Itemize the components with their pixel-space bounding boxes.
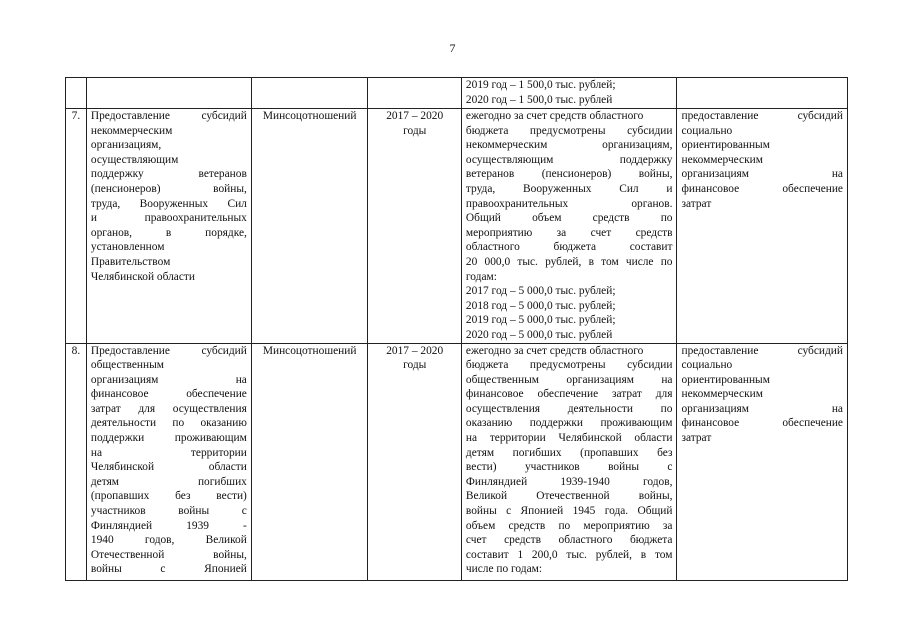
term-cell	[368, 78, 461, 109]
financing-line: Великой Отечественной войны,	[465, 490, 673, 503]
table-row	[66, 343, 848, 580]
financing-line: на территории Челябинской области	[465, 432, 673, 445]
financing-line: 20 000,0 тыс. рублей, в том числе по	[465, 255, 673, 268]
measure-name-line: 1940 годов, Великой	[90, 534, 247, 547]
financing-line: счет средств областного бюджета	[465, 534, 673, 547]
result-cell	[677, 78, 848, 109]
financing-line: ежегодно за счет средств областного	[465, 110, 644, 122]
measure-name-line: установленном	[90, 241, 165, 254]
financing-cell	[461, 109, 677, 344]
measure-name-line: (пропавших без вести)	[90, 490, 247, 503]
row-number: 8.	[66, 343, 87, 580]
measure-name-line: участников войны с	[90, 505, 247, 518]
financing-line: осуществляющим поддержку	[465, 153, 673, 166]
term-line: годы	[403, 359, 427, 372]
measure-name-line: общественным	[90, 359, 164, 372]
financing-line: мероприятию за счет средств	[465, 226, 673, 239]
result-line: организациям на	[681, 168, 843, 181]
term-cell	[368, 343, 461, 580]
measure-name-line: затрат для осуществления	[90, 402, 247, 415]
measure-name-line: Финляндией 1939 -	[90, 519, 247, 532]
financing-line: Финляндией 1939-1940 годов,	[465, 475, 673, 488]
financing-line: бюджета предусмотрены субсидии	[465, 124, 673, 137]
financing-line: вести) участников войны с	[465, 461, 673, 474]
measure-name-line: деятельности по оказанию	[90, 417, 247, 430]
executor-cell: Минсоцотношений	[251, 109, 368, 344]
measure-name-line: Челябинской области	[90, 270, 195, 283]
financing-line: составит 1 200,0 тыс. рублей, в том	[465, 548, 673, 561]
table-body	[66, 78, 848, 581]
measure-name-line: и правоохранительных	[90, 212, 247, 225]
financing-line: 2019 год – 5 000,0 тыс. рублей;	[465, 314, 616, 327]
financing-line: оказанию поддержки проживающим	[465, 417, 673, 430]
result-line: финансовое обеспечение	[681, 417, 843, 430]
financing-line: 2020 год – 1 500,0 тыс. рублей	[465, 93, 613, 106]
measure-name-line: Челябинской области	[90, 461, 247, 474]
measure-name-line: труда, Вооруженных Сил	[90, 197, 247, 210]
table-row	[66, 78, 848, 109]
measure-name-line: Предоставление субсидий	[90, 344, 247, 357]
result-line: ориентированным	[681, 373, 770, 386]
financing-cell	[461, 343, 677, 580]
table-row	[66, 109, 848, 344]
result-line: предоставление субсидий	[681, 344, 843, 357]
measure-name-line: Предоставление субсидий	[90, 110, 247, 122]
financing-line: 2017 год – 5 000,0 тыс. рублей;	[465, 285, 616, 298]
measure-name-line: детям погибших	[90, 475, 247, 488]
financing-line: некоммерческим организациям,	[465, 139, 673, 152]
measure-name-line: финансовое обеспечение	[90, 388, 247, 401]
measure-name-line: осуществляющим	[90, 153, 179, 166]
measure-name-line: Правительством	[90, 255, 171, 268]
financing-line: финансовое обеспечение затрат для	[465, 388, 673, 401]
measure-name-line: Отечественной войны,	[90, 548, 247, 561]
financing-line: бюджета предусмотрены субсидии	[465, 359, 673, 372]
financing-line: годам:	[465, 270, 497, 283]
result-line: затрат	[681, 197, 712, 210]
financing-line: 2020 год – 5 000,0 тыс. рублей	[465, 328, 613, 341]
result-line: социально	[681, 124, 733, 137]
financing-line: областного бюджета составит	[465, 241, 673, 254]
result-cell	[677, 109, 848, 344]
term-cell	[368, 109, 461, 344]
row-number: 7.	[66, 109, 87, 344]
result-line: финансовое обеспечение	[681, 182, 843, 195]
financing-line: числе по годам:	[465, 563, 543, 576]
measure-name-line: поддержки проживающим	[90, 432, 247, 445]
result-line: некоммерческим	[681, 153, 763, 166]
financing-line: детям погибших (пропавших без	[465, 446, 673, 459]
financing-line: общественным организациям на	[465, 373, 673, 386]
measure-name-line: (пенсионеров) войны,	[90, 182, 247, 195]
financing-line: осуществления деятельности по	[465, 402, 673, 415]
result-line: ориентированным	[681, 139, 770, 152]
result-line: затрат	[681, 432, 712, 445]
measure-name-line: войны с Японией	[90, 563, 247, 576]
measure-name-line: поддержку ветеранов	[90, 168, 247, 181]
measure-name-line: органов, в порядке,	[90, 226, 247, 239]
measures-table	[65, 77, 848, 581]
result-line: некоммерческим	[681, 388, 763, 401]
measure-name-line: на территории	[90, 446, 247, 459]
financing-line: ветеранов (пенсионеров) войны,	[465, 168, 673, 181]
measure-name-cell	[86, 109, 251, 344]
financing-line: правоохранительных органов.	[465, 197, 673, 210]
result-cell	[677, 343, 848, 580]
measure-name-cell	[86, 78, 251, 109]
financing-line: войны с Японией 1945 года. Общий	[465, 505, 673, 518]
page-number: 7	[449, 41, 456, 55]
financing-line: объем средств по мероприятию за	[465, 519, 673, 532]
measure-name-line: некоммерческим	[90, 124, 173, 137]
result-line: предоставление субсидий	[681, 110, 843, 122]
financing-line: 2019 год – 1 500,0 тыс. рублей;	[465, 79, 616, 91]
financing-line: труда, Вооруженных Сил и	[465, 182, 673, 195]
financing-line: Общий объем средств по	[465, 212, 673, 225]
measure-name-line: организациям на	[90, 373, 247, 386]
executor-cell: Минсоцотношений	[251, 343, 368, 580]
measure-name-cell	[86, 343, 251, 580]
term-line: 2017 – 2020	[386, 110, 444, 122]
financing-line: 2018 год – 5 000,0 тыс. рублей;	[465, 299, 616, 312]
financing-line: ежегодно за счет средств областного	[465, 344, 644, 357]
term-line: годы	[403, 124, 427, 137]
measure-name-line: организациям,	[90, 139, 162, 152]
result-line: организациям на	[681, 402, 843, 415]
financing-cell	[461, 78, 677, 109]
term-line: 2017 – 2020	[386, 344, 444, 357]
result-line: социально	[681, 359, 733, 372]
row-number	[66, 78, 87, 109]
executor-cell	[251, 78, 368, 109]
